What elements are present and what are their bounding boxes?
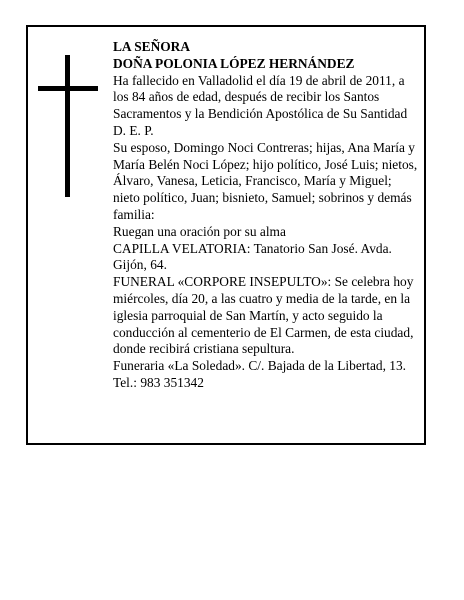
deceased-name: DOÑA POLONIA LÓPEZ HERNÁNDEZ bbox=[113, 55, 355, 71]
cross-vertical-bar bbox=[65, 55, 70, 197]
obituary-text bbox=[113, 39, 421, 392]
family-list: Su esposo, Domingo Noci Contreras; hijas, Ana María y María Belén Noci López; hijo político, José Luis; nietos, Álvaro, Vanesa, Leticia, Francisco, María y Miguel; nieto político, Juan; bisnieto, Samuel; sobrinos y demás familia: bbox=[113, 139, 418, 222]
death-notice: Ha fallecido en Valladolid el día 19 de abril de 2011, a los 84 años de edad, después de recibir los Santos Sacramentos y la Bendición Apostólica de Su Santidad D. E. P. bbox=[113, 72, 408, 138]
funeral-details: FUNERAL «CORPORE INSEPULTO»: Se celebra hoy miércoles, día 20, a las cuatro y media de la tarde, en la iglesia parroquial de San Martín, y acto seguido la conducción al cementerio de El Carmen, de esta ciudad, donde recibirá cristiana sepultura. bbox=[113, 274, 414, 357]
funeral-home: Funeraria «La Soledad». C/. Bajada de la Libertad, 13. Tel.: 983 351342 bbox=[113, 358, 407, 390]
cross-horizontal-bar bbox=[38, 86, 98, 91]
wake-chapel: CAPILLA VELATORIA: Tanatorio San José. Avda. Gijón, 64. bbox=[113, 240, 392, 273]
heading-line-1: LA SEÑORA bbox=[113, 39, 191, 54]
cross-icon bbox=[38, 55, 98, 197]
prayer-request: Ruegan una oración por su alma bbox=[113, 223, 286, 239]
